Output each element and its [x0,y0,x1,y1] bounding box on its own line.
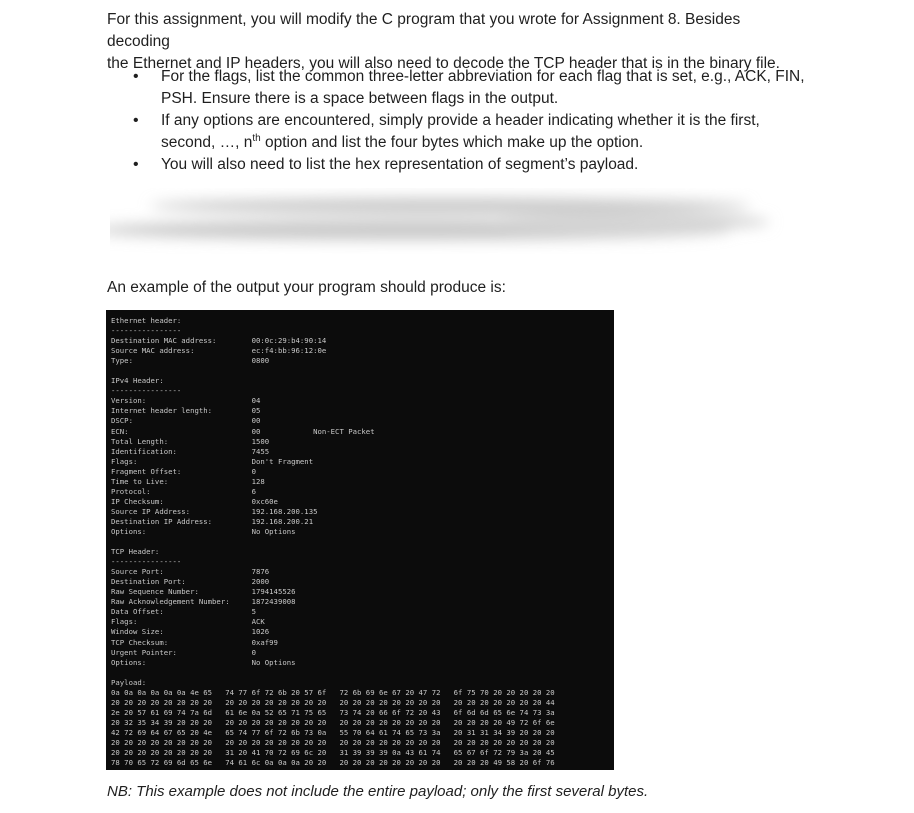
bullet-flags-line-1: For the flags, list the common three-letter abbreviation for each flag that is set, e.g., ACK, FIN, [161,68,805,85]
superscript-th: th [252,132,261,144]
list-item [133,154,813,176]
bullet-payload: You will also need to list the hex representation of segment’s payload. [161,156,639,173]
terminal-output-text: Ethernet header: ---------------- Destination MAC address: 00:0c:29:b4:90:14 Source MAC address: ec:f4:bb:96:12:0e Type: 0800 IPv4 Header: ---------------- Version: 04 Internet header length: 05 DSCP: 00 ECN: 00 Non-ECT Packet Total Length: 1500 Identification: 7455 Flags: Don't Fragment Fragment Offset: 0 Time to Live: 128 Protocol: 6 IP Checksum: 0xc60e Source IP Address: 192.168.200.135 Destination IP Address: 192.168.200.21 Options: No Options TCP Header: ---------------- Source Port: 7876 Destination Port: 2000 Raw Sequence Number: 1794145526 Raw Acknowledgement Number: 1872439008 Data Offset: 5 Flags: ACK Window Size: 1026 TCP Checksum: 0xaf99 Urgent Pointer: 0 Options: No Options Payload: 0a 0a 0a 0a 0a 0a 4e 65 74 77 6f 72 6b 20 57 6f 72 6b 69 6e 67 20 47 72 6f 75 70 20 20 20 20 20 20 20 20 20 20 20 20 20 20 20 20 20 20 20 20 20 20 20 20 20 20 20 20 20 20 20 20 20 20 20 20 44 2e 20 57 61 69 74 7a 6d 61 6e 0a 52 65 71 75 65 73 74 20 66 6f 72 20 43 6f 6d 6d 65 6e 74 73 3a 20 32 35 34 39 20 20 20 20 20 20 20 20 20 20 20 20 20 20 20 20 20 20 20 20 20 20 20 49 72 6f 6e 42 72 69 64 67 65 20 4e 65 74 77 6f 72 6b 73 0a 55 70 64 61 74 65 73 3a 20 31 31 34 39 20 20 20 20 20 20 20 20 20 20 20 20 20 20 20 20 20 20 20 20 20 20 20 20 20 20 20 20 20 20 20 20 20 20 20 20 20 20 20 20 20 20 20 31 20 41 70 72 69 6c 20 31 39 39 39 0a 43 61 74 65 67 6f 72 79 3a 20 45 78 70 65 72 69 6d 65 6e 74 61 6c 0a 0a 0a 20 20 20 20 20 20 20 20 20 20 20 20 20 49 58 20 6f 76 [111,316,555,768]
bullet-flags-line-2: PSH. Ensure there is a space between flags in the output. [161,90,559,107]
bullet-options-line-1: If any options are encountered, simply provide a header indicating whether it is the first, [161,112,760,129]
example-intro: An example of the output your program should produce is: [107,279,506,296]
intro-line-2: the Ethernet and IP headers, you will also need to decode the TCP header that is in the binary file. [107,55,780,72]
note-text: NB: This example does not include the entire payload; only the first several bytes. [107,783,649,800]
list-item [133,66,813,110]
redacted-region [110,188,800,254]
payload-note [107,782,648,802]
requirements-list [133,66,813,176]
list-item [133,110,813,154]
intro-line-1: For this assignment, you will modify the C program that you wrote for Assignment 8. Besides decoding [107,11,741,50]
bullet-options-line-2b: option and list the four bytes which make up the option. [260,134,644,151]
terminal-output-window [106,310,614,770]
bullet-options-line-2a: second, …, n [161,134,253,151]
